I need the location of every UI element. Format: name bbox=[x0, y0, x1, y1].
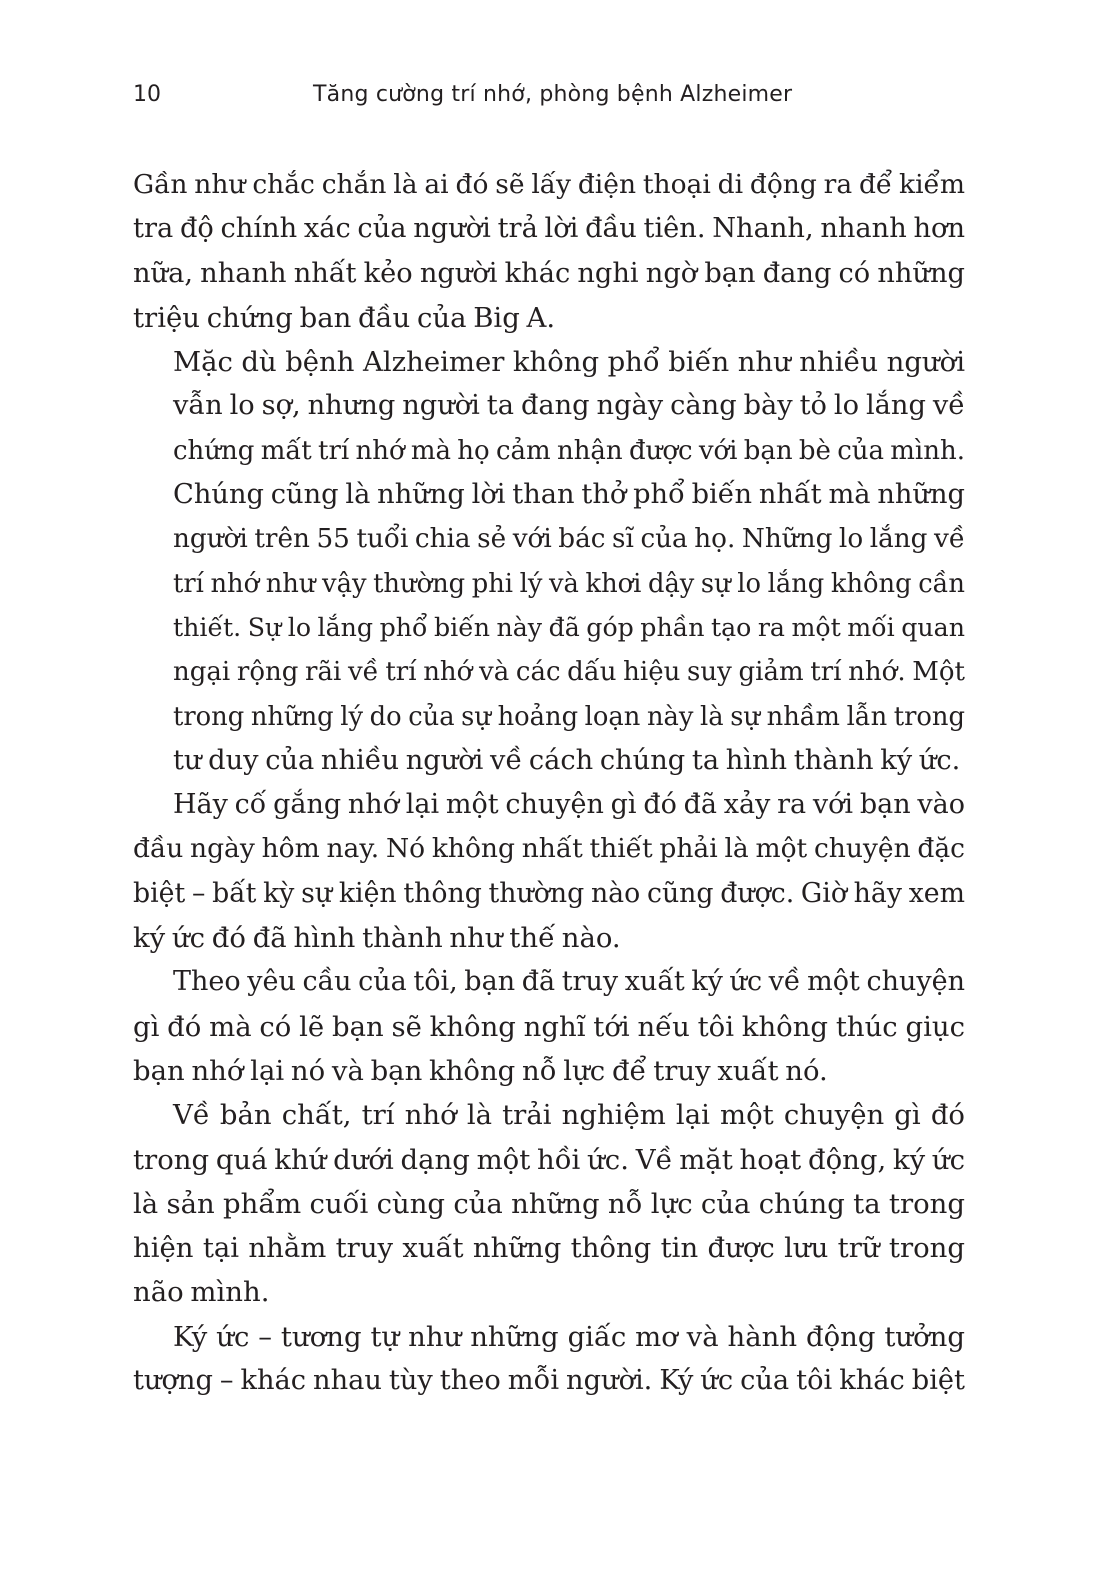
text-line: Gần như chắc chắn là ai đó sẽ lấy điện thoại di động ra để kiểm bbox=[133, 169, 965, 200]
text-line: tư duy của nhiều người về cách chúng ta hình thành ký ức. bbox=[173, 744, 961, 776]
text-line: là sản phẩm cuối cùng của những nỗ lực của chúng ta trong bbox=[133, 1187, 965, 1220]
paragraph bbox=[133, 783, 965, 960]
text-line: trí nhớ như vậy thường phi lý và khơi dậy sự lo lắng không cần bbox=[173, 568, 965, 599]
page-header bbox=[133, 76, 965, 116]
text-line: Ký ức – tương tự như những giấc mơ và hành động tưởng bbox=[173, 1320, 965, 1353]
text-line: bạn nhớ lại nó và bạn không nỗ lực để truy xuất nó. bbox=[133, 1054, 828, 1087]
text-line: triệu chứng ban đầu của Big A. bbox=[133, 301, 556, 334]
text-line: Mặc dù bệnh Alzheimer không phổ biến như nhiều người bbox=[173, 346, 965, 379]
text-line: trong quá khứ dưới dạng một hồi ức. Về mặt hoạt động, ký ức bbox=[133, 1143, 965, 1176]
text-line: biệt – bất kỳ sự kiện thông thường nào cũng được. Giờ hãy xem bbox=[133, 877, 965, 909]
text-line: tượng – khác nhau tùy theo mỗi người. Ký ức của tôi khác biệt bbox=[133, 1365, 965, 1397]
text-line: gì đó mà có lẽ bạn sẽ không nghĩ tới nếu tôi không thúc giục bbox=[133, 1010, 965, 1043]
paragraph bbox=[133, 163, 965, 340]
text-line: đầu ngày hôm nay. Nó không nhất thiết phải là một chuyện đặc bbox=[133, 833, 965, 865]
paragraph bbox=[133, 1093, 965, 1314]
text-line: Chúng cũng là những lời than thở phổ biến nhất mà những bbox=[173, 479, 965, 511]
text-line: Về bản chất, trí nhớ là trải nghiệm lại một chuyện gì đó bbox=[173, 1099, 965, 1132]
text-line: thiết. Sự lo lắng phổ biến này đã góp phần tạo ra một mối quan bbox=[173, 612, 965, 642]
text-line: ngại rộng rãi về trí nhớ và các dấu hiệu suy giảm trí nhớ. Một bbox=[173, 657, 965, 688]
body-text bbox=[133, 163, 965, 1403]
text-line: chứng mất trí nhớ mà họ cảm nhận được với bạn bè của mình. bbox=[173, 435, 965, 466]
text-line: vẫn lo sợ, nhưng người ta đang ngày càng bày tỏ lo lắng về bbox=[173, 390, 965, 422]
text-line: nữa, nhanh nhất kẻo người khác nghi ngờ bạn đang có những bbox=[133, 257, 965, 289]
text-line: não mình. bbox=[133, 1276, 270, 1309]
text-line: Theo yêu cầu của tôi, bạn đã truy xuất ký ức về một chuyện bbox=[173, 966, 965, 998]
paragraph bbox=[133, 340, 965, 783]
paragraph bbox=[133, 1315, 965, 1404]
running-title: Tăng cường trí nhớ, phòng bệnh Alzheimer bbox=[313, 82, 793, 107]
paragraph bbox=[133, 960, 965, 1093]
text-line: trong những lý do của sự hoảng loạn này là sự nhầm lẫn trong bbox=[173, 701, 965, 732]
page-number: 10 bbox=[133, 82, 161, 107]
text-line: Hãy cố gắng nhớ lại một chuyện gì đó đã xảy ra với bạn vào bbox=[173, 789, 965, 821]
text-line: tra độ chính xác của người trả lời đầu tiên. Nhanh, nhanh hơn bbox=[133, 213, 965, 245]
text-line: ký ức đó đã hình thành như thế nào. bbox=[133, 922, 621, 955]
text-line: hiện tại nhằm truy xuất những thông tin được lưu trữ trong bbox=[133, 1232, 965, 1265]
text-line: người trên 55 tuổi chia sẻ với bác sĩ của họ. Những lo lắng về bbox=[173, 524, 965, 555]
